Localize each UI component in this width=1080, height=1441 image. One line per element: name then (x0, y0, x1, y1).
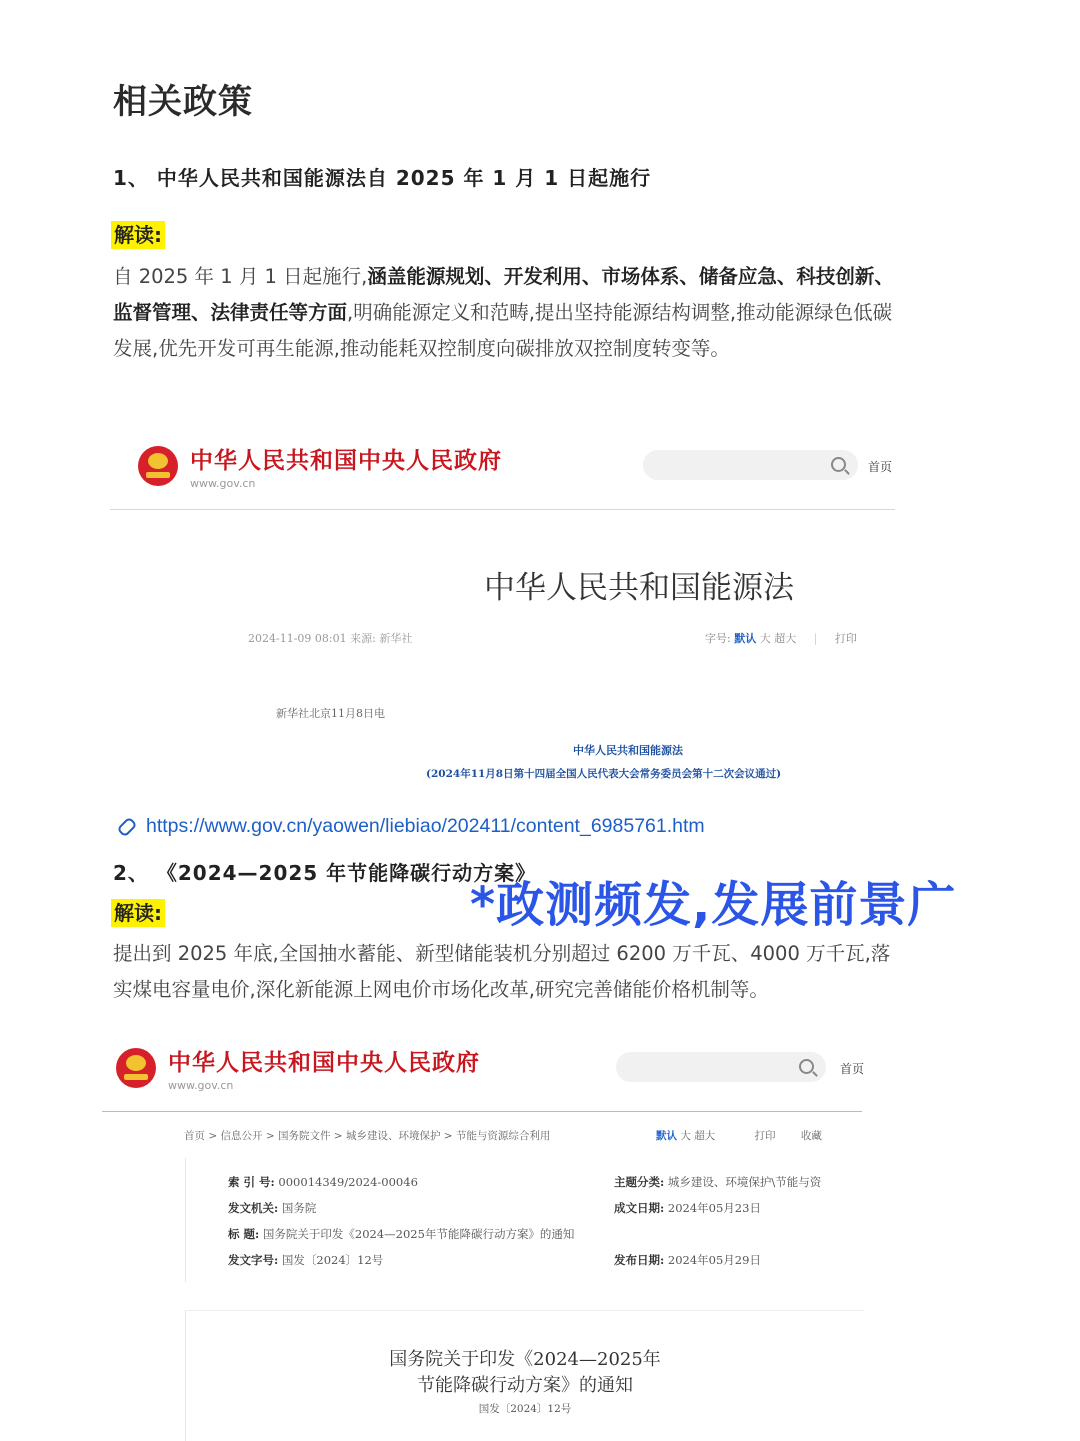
breadcrumb-item[interactable]: 首页 (184, 1130, 205, 1142)
meta-topic: 主题分类: 城乡建设、环境保护\节能与资 (614, 1175, 822, 1189)
header-divider (110, 509, 895, 510)
notice-title-line2: 节能降碳行动方案》的通知 (417, 1375, 633, 1396)
gov-site-name-2: 中华人民共和国中央人民政府 (168, 1049, 480, 1076)
font-xlarge-button[interactable]: 超大 (774, 632, 797, 645)
page-title: 相关政策 (113, 82, 253, 122)
document-meta-table (185, 1158, 864, 1282)
breadcrumb: 首页 > 信息公开 > 国务院文件 > 城乡建设、环境保护 > 节能与资源综合利用 (184, 1130, 551, 1142)
font-default-button[interactable]: 默认 (656, 1130, 677, 1142)
gov-site-url-2: www.gov.cn (168, 1079, 234, 1092)
search-input[interactable] (643, 450, 858, 480)
search-input-2[interactable] (616, 1052, 826, 1082)
section1-para-bold: 涵盖能源规划、开发利用、市场体系、储备应急、科技创新、监督管理、法律责任等方面 (113, 265, 894, 324)
breadcrumb-item[interactable]: 国务院文件 (277, 1130, 331, 1142)
section1-interpretation-label: 解读: (111, 221, 165, 249)
section1-para-rest: ,明确能源定义和范畴,提出坚持能源结构调整,推动能源绿色低碳发展,优先开发可再生能源,推动能耗双控制度向碳排放双控制度转变等。 (113, 301, 893, 360)
font-size-controls: 字号: 默认 大 超大 | 打印 (705, 632, 857, 645)
header-divider-2 (102, 1111, 862, 1112)
print-button[interactable]: 打印 (834, 632, 857, 645)
gov-site-name: 中华人民共和国中央人民政府 (190, 447, 502, 474)
meta-title: 标 题: 国务院关于印发《2024—2025年节能降碳行动方案》的通知 (228, 1227, 575, 1241)
notice-docno: 国发〔2024〕12号 (478, 1403, 572, 1415)
source-link[interactable] (118, 815, 705, 838)
font-large-button[interactable]: 大 (680, 1130, 691, 1142)
national-emblem-icon (138, 446, 178, 486)
section1-heading: 1、 中华人民共和国能源法自 2025 年 1 月 1 日起施行 (113, 166, 652, 190)
breadcrumb-item[interactable]: 城乡建设、环境保护 (345, 1130, 441, 1142)
law-name: 中华人民共和国能源法 (573, 744, 683, 757)
section1-para-lead: 自 2025 年 1 月 1 日起施行, (113, 265, 368, 288)
search-icon[interactable] (831, 457, 846, 472)
section2-label-wrap (111, 897, 165, 926)
breadcrumb-item[interactable]: 节能与资源综合利用 (455, 1130, 551, 1142)
home-link[interactable]: 首页 (868, 460, 893, 474)
font-size-controls-2 (656, 1128, 822, 1143)
article-title: 中华人民共和国能源法 (484, 570, 794, 606)
breadcrumb-item[interactable]: 信息公开 (220, 1130, 263, 1142)
article-dateline: 新华社北京11月8日电 (276, 707, 385, 720)
font-large-button[interactable]: 大 (759, 632, 771, 645)
notice-title-box (185, 1310, 864, 1441)
home-link-2[interactable]: 首页 (840, 1062, 865, 1076)
gov-header-2 (116, 1044, 480, 1092)
meta-date: 成文日期: 2024年05月23日 (614, 1201, 761, 1215)
link-icon (116, 816, 137, 837)
gov-header (138, 442, 502, 490)
section1-paragraph (113, 259, 898, 367)
gov-site-url: www.gov.cn (190, 477, 256, 490)
collect-button[interactable]: 收藏 (800, 1130, 822, 1142)
section2-paragraph: 提出到 2025 年底,全国抽水蓄能、新型储能装机分别超过 6200 万千瓦、4000 万千瓦,落实煤电容量电价,深化新能源上网电价市场化改革,研究完善储能价格机制等。 (113, 942, 891, 1001)
notice-title-line1: 国务院关于印发《2024—2025年 (389, 1349, 661, 1370)
section1-label-wrap (111, 219, 165, 248)
national-emblem-icon (116, 1048, 156, 1088)
meta-issuer: 发文机关: 国务院 (228, 1201, 317, 1215)
overlay-slogan: *政测频发,发展前景广 (470, 877, 957, 933)
section2-heading: 2、 《2024—2025 年节能降碳行动方案》 (113, 861, 537, 885)
source-link-url[interactable]: https://www.gov.cn/yaowen/liebiao/202411/content_6985761.htm (146, 815, 705, 837)
article-date-source: 2024-11-09 08:01 来源: 新华社 (248, 632, 413, 645)
law-adopted-note: (2024年11月8日第十四届全国人民代表大会常务委员会第十二次会议通过) (426, 768, 782, 780)
font-default-button[interactable]: 默认 (734, 632, 757, 645)
font-xlarge-button[interactable]: 超大 (694, 1130, 716, 1142)
meta-docno: 发文字号: 国发〔2024〕12号 (228, 1253, 384, 1267)
font-size-label: 字号: (705, 632, 731, 645)
meta-pubdate: 发布日期: 2024年05月29日 (614, 1253, 761, 1267)
section2-interpretation-label: 解读: (111, 899, 165, 927)
search-icon[interactable] (799, 1059, 814, 1074)
meta-index: 索 引 号: 000014349/2024-00046 (228, 1175, 418, 1189)
print-button[interactable]: 打印 (754, 1130, 776, 1142)
gov-screenshot-energy-law (108, 430, 898, 800)
